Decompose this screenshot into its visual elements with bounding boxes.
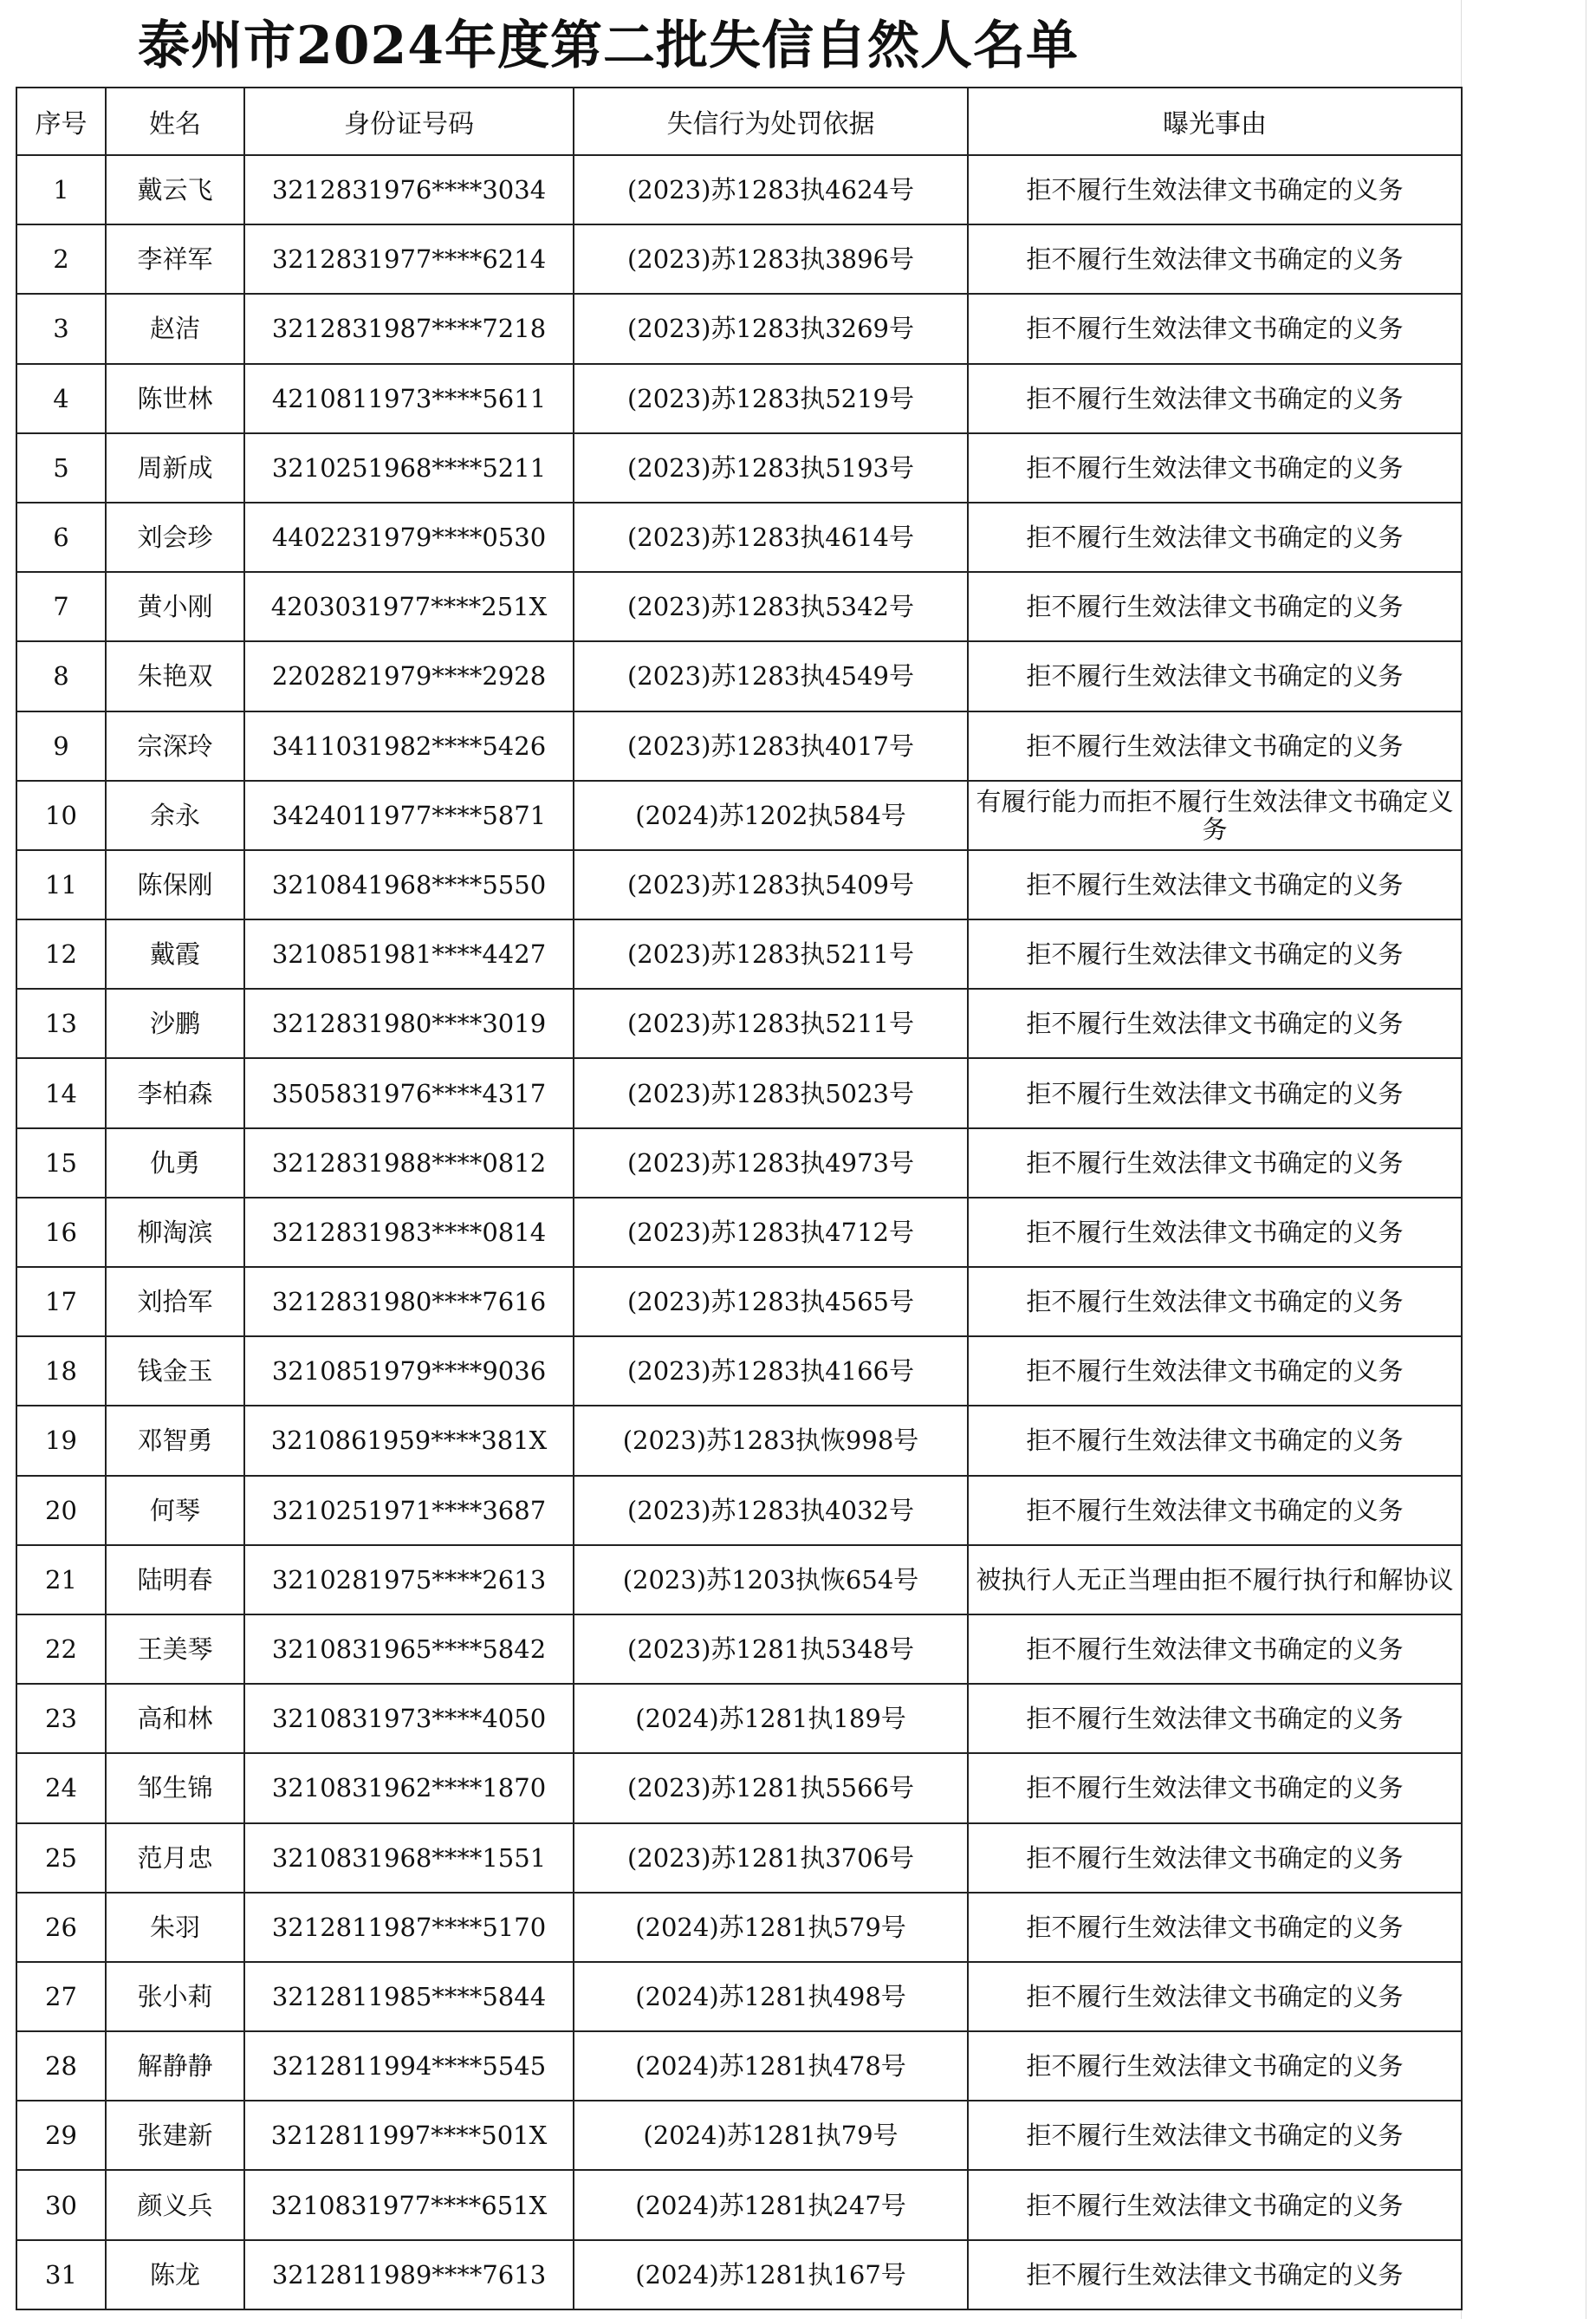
- table-row: [16, 1684, 1462, 1753]
- cell-penalty-basis: (2024)苏1281执79号: [574, 2101, 968, 2170]
- cell-name: 范月忠: [106, 1823, 244, 1893]
- cell-seq: 26: [16, 1893, 106, 1962]
- cell-exposure-reason: 拒不履行生效法律文书确定的义务: [968, 919, 1462, 989]
- cell-id-number: 3212811994****5545: [244, 2031, 574, 2101]
- cell-exposure-reason: 拒不履行生效法律文书确定的义务: [968, 155, 1462, 224]
- cell-name: 张小莉: [106, 1962, 244, 2031]
- cell-seq: 28: [16, 2031, 106, 2101]
- cell-id-number: 3210281975****2613: [244, 1545, 574, 1614]
- header-id-number: 身份证号码: [244, 88, 574, 155]
- cell-exposure-reason: 拒不履行生效法律文书确定的义务: [968, 294, 1462, 363]
- cell-id-number: 3212831988****0812: [244, 1128, 574, 1198]
- cell-id-number: 3210251968****5211: [244, 433, 574, 503]
- cell-name: 张建新: [106, 2101, 244, 2170]
- cell-seq: 2: [16, 224, 106, 294]
- cell-seq: 21: [16, 1545, 106, 1614]
- cell-seq: 6: [16, 503, 106, 572]
- cell-seq: 31: [16, 2240, 106, 2309]
- cell-exposure-reason: 拒不履行生效法律文书确定的义务: [968, 572, 1462, 641]
- cell-penalty-basis: (2023)苏1281执3706号: [574, 1823, 968, 1893]
- cell-exposure-reason: 拒不履行生效法律文书确定的义务: [968, 1962, 1462, 2031]
- cell-id-number: 3210831973****4050: [244, 1684, 574, 1753]
- dishonest-persons-table: [16, 87, 1463, 2310]
- cell-exposure-reason: 拒不履行生效法律文书确定的义务: [968, 2170, 1462, 2239]
- table-row: [16, 1198, 1462, 1267]
- cell-seq: 13: [16, 989, 106, 1058]
- cell-id-number: 3212811997****501X: [244, 2101, 574, 2170]
- cell-penalty-basis: (2023)苏1283执5409号: [574, 850, 968, 919]
- table-row: [16, 1128, 1462, 1198]
- table-body: [16, 155, 1462, 2309]
- cell-name: 沙鹏: [106, 989, 244, 1058]
- cell-exposure-reason: 拒不履行生效法律文书确定的义务: [968, 1893, 1462, 1962]
- cell-seq: 12: [16, 919, 106, 989]
- cell-name: 余永: [106, 781, 244, 850]
- header-exposure-reason: 曝光事由: [968, 88, 1462, 155]
- cell-name: 陆明春: [106, 1545, 244, 1614]
- cell-penalty-basis: (2023)苏1283执4565号: [574, 1267, 968, 1336]
- cell-penalty-basis: (2023)苏1283执5211号: [574, 919, 968, 989]
- cell-penalty-basis: (2023)苏1203执恢654号: [574, 1545, 968, 1614]
- cell-penalty-basis: (2023)苏1283执4549号: [574, 641, 968, 711]
- cell-exposure-reason: 拒不履行生效法律文书确定的义务: [968, 641, 1462, 711]
- cell-id-number: 4402231979****0530: [244, 503, 574, 572]
- table-row: [16, 641, 1462, 711]
- cell-penalty-basis: (2024)苏1281执189号: [574, 1684, 968, 1753]
- table-row: [16, 155, 1462, 224]
- table-row: [16, 850, 1462, 919]
- table-row: [16, 989, 1462, 1058]
- cell-name: 戴云飞: [106, 155, 244, 224]
- cell-penalty-basis: (2023)苏1283执4166号: [574, 1336, 968, 1406]
- cell-penalty-basis: (2024)苏1281执478号: [574, 2031, 968, 2101]
- cell-id-number: 3210831962****1870: [244, 1753, 574, 1822]
- table-row: [16, 1545, 1462, 1614]
- cell-seq: 18: [16, 1336, 106, 1406]
- cell-exposure-reason: 拒不履行生效法律文书确定的义务: [968, 433, 1462, 503]
- cell-penalty-basis: (2023)苏1283执4973号: [574, 1128, 968, 1198]
- cell-id-number: 3210851979****9036: [244, 1336, 574, 1406]
- cell-id-number: 3424011977****5871: [244, 781, 574, 850]
- cell-penalty-basis: (2023)苏1283执4712号: [574, 1198, 968, 1267]
- cell-name: 邓智勇: [106, 1406, 244, 1475]
- cell-exposure-reason: 有履行能力而拒不履行生效法律文书确定义务: [968, 781, 1462, 850]
- table-row: [16, 1893, 1462, 1962]
- table-row: [16, 2101, 1462, 2170]
- cell-id-number: 3411031982****5426: [244, 711, 574, 781]
- cell-id-number: 4210811973****5611: [244, 364, 574, 433]
- cell-id-number: 3210831977****651X: [244, 2170, 574, 2239]
- cell-penalty-basis: (2023)苏1283执3896号: [574, 224, 968, 294]
- table-row: [16, 2031, 1462, 2101]
- cell-name: 陈龙: [106, 2240, 244, 2309]
- table-row: [16, 781, 1462, 850]
- cell-id-number: 3212831980****3019: [244, 989, 574, 1058]
- cell-exposure-reason: 拒不履行生效法律文书确定的义务: [968, 2101, 1462, 2170]
- cell-name: 陈世林: [106, 364, 244, 433]
- cell-penalty-basis: (2023)苏1283执5342号: [574, 572, 968, 641]
- cell-name: 仇勇: [106, 1128, 244, 1198]
- cell-exposure-reason: 拒不履行生效法律文书确定的义务: [968, 1406, 1462, 1475]
- cell-seq: 20: [16, 1476, 106, 1545]
- cell-name: 何琴: [106, 1476, 244, 1545]
- cell-penalty-basis: (2024)苏1281执498号: [574, 1962, 968, 2031]
- cell-exposure-reason: 拒不履行生效法律文书确定的义务: [968, 2031, 1462, 2101]
- cell-exposure-reason: 拒不履行生效法律文书确定的义务: [968, 2240, 1462, 2309]
- cell-name: 柳淘滨: [106, 1198, 244, 1267]
- cell-name: 高和林: [106, 1684, 244, 1753]
- cell-seq: 23: [16, 1684, 106, 1753]
- cell-seq: 16: [16, 1198, 106, 1267]
- table-row: [16, 711, 1462, 781]
- table-row: [16, 1267, 1462, 1336]
- table-row: [16, 503, 1462, 572]
- cell-id-number: 3210861959****381X: [244, 1406, 574, 1475]
- page-title: 泰州市2024年度第二批失信自然人名单: [138, 16, 1079, 76]
- cell-id-number: 3212831976****3034: [244, 155, 574, 224]
- cell-id-number: 3212831977****6214: [244, 224, 574, 294]
- table-row: [16, 1476, 1462, 1545]
- cell-id-number: 3505831976****4317: [244, 1058, 574, 1127]
- cell-name: 黄小刚: [106, 572, 244, 641]
- cell-name: 解静静: [106, 2031, 244, 2101]
- cell-exposure-reason: 拒不履行生效法律文书确定的义务: [968, 364, 1462, 433]
- cell-seq: 29: [16, 2101, 106, 2170]
- table-row: [16, 1823, 1462, 1893]
- table-row: [16, 433, 1462, 503]
- cell-exposure-reason: 拒不履行生效法律文书确定的义务: [968, 1267, 1462, 1336]
- cell-penalty-basis: (2023)苏1283执4624号: [574, 155, 968, 224]
- cell-seq: 14: [16, 1058, 106, 1127]
- cell-exposure-reason: 拒不履行生效法律文书确定的义务: [968, 224, 1462, 294]
- cell-name: 戴霞: [106, 919, 244, 989]
- cell-id-number: 3212811985****5844: [244, 1962, 574, 2031]
- cell-penalty-basis: (2023)苏1283执5193号: [574, 433, 968, 503]
- cell-exposure-reason: 拒不履行生效法律文书确定的义务: [968, 711, 1462, 781]
- cell-name: 刘拾军: [106, 1267, 244, 1336]
- cell-exposure-reason: 拒不履行生效法律文书确定的义务: [968, 503, 1462, 572]
- cell-exposure-reason: 拒不履行生效法律文书确定的义务: [968, 1058, 1462, 1127]
- cell-exposure-reason: 拒不履行生效法律文书确定的义务: [968, 1336, 1462, 1406]
- cell-name: 王美琴: [106, 1614, 244, 1684]
- cell-exposure-reason: 拒不履行生效法律文书确定的义务: [968, 1753, 1462, 1822]
- cell-id-number: 3210831968****1551: [244, 1823, 574, 1893]
- cell-penalty-basis: (2024)苏1281执167号: [574, 2240, 968, 2309]
- cell-penalty-basis: (2023)苏1283执恢998号: [574, 1406, 968, 1475]
- cell-name: 刘会珍: [106, 503, 244, 572]
- cell-id-number: 4203031977****251X: [244, 572, 574, 641]
- cell-penalty-basis: (2024)苏1281执579号: [574, 1893, 968, 1962]
- header-seq: 序号: [16, 88, 106, 155]
- table-header-row: [16, 88, 1462, 155]
- cell-exposure-reason: 拒不履行生效法律文书确定的义务: [968, 850, 1462, 919]
- cell-penalty-basis: (2023)苏1281执5348号: [574, 1614, 968, 1684]
- cell-exposure-reason: 拒不履行生效法律文书确定的义务: [968, 1614, 1462, 1684]
- cell-seq: 3: [16, 294, 106, 363]
- table-row: [16, 294, 1462, 363]
- cell-id-number: 2202821979****2928: [244, 641, 574, 711]
- cell-name: 周新成: [106, 433, 244, 503]
- cell-exposure-reason: 拒不履行生效法律文书确定的义务: [968, 989, 1462, 1058]
- cell-exposure-reason: 拒不履行生效法律文书确定的义务: [968, 1198, 1462, 1267]
- cell-id-number: 3210841968****5550: [244, 850, 574, 919]
- table-row: [16, 2240, 1462, 2309]
- cell-id-number: 3210251971****3687: [244, 1476, 574, 1545]
- cell-exposure-reason: 拒不履行生效法律文书确定的义务: [968, 1128, 1462, 1198]
- cell-exposure-reason: 拒不履行生效法律文书确定的义务: [968, 1476, 1462, 1545]
- cell-id-number: 3210851981****4427: [244, 919, 574, 989]
- cell-name: 邹生锦: [106, 1753, 244, 1822]
- table-row: [16, 1058, 1462, 1127]
- cell-seq: 4: [16, 364, 106, 433]
- cell-id-number: 3212811989****7613: [244, 2240, 574, 2309]
- cell-name: 陈保刚: [106, 850, 244, 919]
- cell-penalty-basis: (2023)苏1283执4614号: [574, 503, 968, 572]
- table-row: [16, 224, 1462, 294]
- cell-exposure-reason: 被执行人无正当理由拒不履行执行和解协议: [968, 1545, 1462, 1614]
- cell-seq: 30: [16, 2170, 106, 2239]
- cell-name: 颜义兵: [106, 2170, 244, 2239]
- cell-name: 朱羽: [106, 1893, 244, 1962]
- table-row: [16, 1406, 1462, 1475]
- cell-penalty-basis: (2023)苏1283执4017号: [574, 711, 968, 781]
- cell-seq: 22: [16, 1614, 106, 1684]
- cell-seq: 25: [16, 1823, 106, 1893]
- table-row: [16, 1753, 1462, 1822]
- cell-seq: 15: [16, 1128, 106, 1198]
- cell-penalty-basis: (2023)苏1283执4032号: [574, 1476, 968, 1545]
- cell-penalty-basis: (2024)苏1281执247号: [574, 2170, 968, 2239]
- table-row: [16, 2170, 1462, 2239]
- header-name: 姓名: [106, 88, 244, 155]
- cell-penalty-basis: (2023)苏1283执5219号: [574, 364, 968, 433]
- header-penalty-basis: 失信行为处罚依据: [574, 88, 968, 155]
- cell-id-number: 3210831965****5842: [244, 1614, 574, 1684]
- cell-penalty-basis: (2024)苏1202执584号: [574, 781, 968, 850]
- cell-id-number: 3212811987****5170: [244, 1893, 574, 1962]
- cell-seq: 10: [16, 781, 106, 850]
- cell-seq: 8: [16, 641, 106, 711]
- cell-seq: 9: [16, 711, 106, 781]
- cell-exposure-reason: 拒不履行生效法律文书确定的义务: [968, 1684, 1462, 1753]
- cell-penalty-basis: (2023)苏1283执3269号: [574, 294, 968, 363]
- cell-seq: 11: [16, 850, 106, 919]
- cell-id-number: 3212831983****0814: [244, 1198, 574, 1267]
- cell-penalty-basis: (2023)苏1283执5211号: [574, 989, 968, 1058]
- cell-seq: 24: [16, 1753, 106, 1822]
- cell-seq: 19: [16, 1406, 106, 1475]
- cell-id-number: 3212831980****7616: [244, 1267, 574, 1336]
- cell-name: 宗深玲: [106, 711, 244, 781]
- cell-seq: 5: [16, 433, 106, 503]
- cell-name: 李柏森: [106, 1058, 244, 1127]
- table-row: [16, 572, 1462, 641]
- table-row: [16, 919, 1462, 989]
- cell-name: 赵洁: [106, 294, 244, 363]
- cell-seq: 1: [16, 155, 106, 224]
- table-row: [16, 364, 1462, 433]
- table-row: [16, 1614, 1462, 1684]
- cell-name: 李祥军: [106, 224, 244, 294]
- cell-penalty-basis: (2023)苏1283执5023号: [574, 1058, 968, 1127]
- cell-name: 朱艳双: [106, 641, 244, 711]
- cell-seq: 17: [16, 1267, 106, 1336]
- table-row: [16, 1336, 1462, 1406]
- table-row: [16, 1962, 1462, 2031]
- cell-penalty-basis: (2023)苏1281执5566号: [574, 1753, 968, 1822]
- cell-name: 钱金玉: [106, 1336, 244, 1406]
- cell-id-number: 3212831987****7218: [244, 294, 574, 363]
- cell-seq: 7: [16, 572, 106, 641]
- cell-exposure-reason: 拒不履行生效法律文书确定的义务: [968, 1823, 1462, 1893]
- cell-seq: 27: [16, 1962, 106, 2031]
